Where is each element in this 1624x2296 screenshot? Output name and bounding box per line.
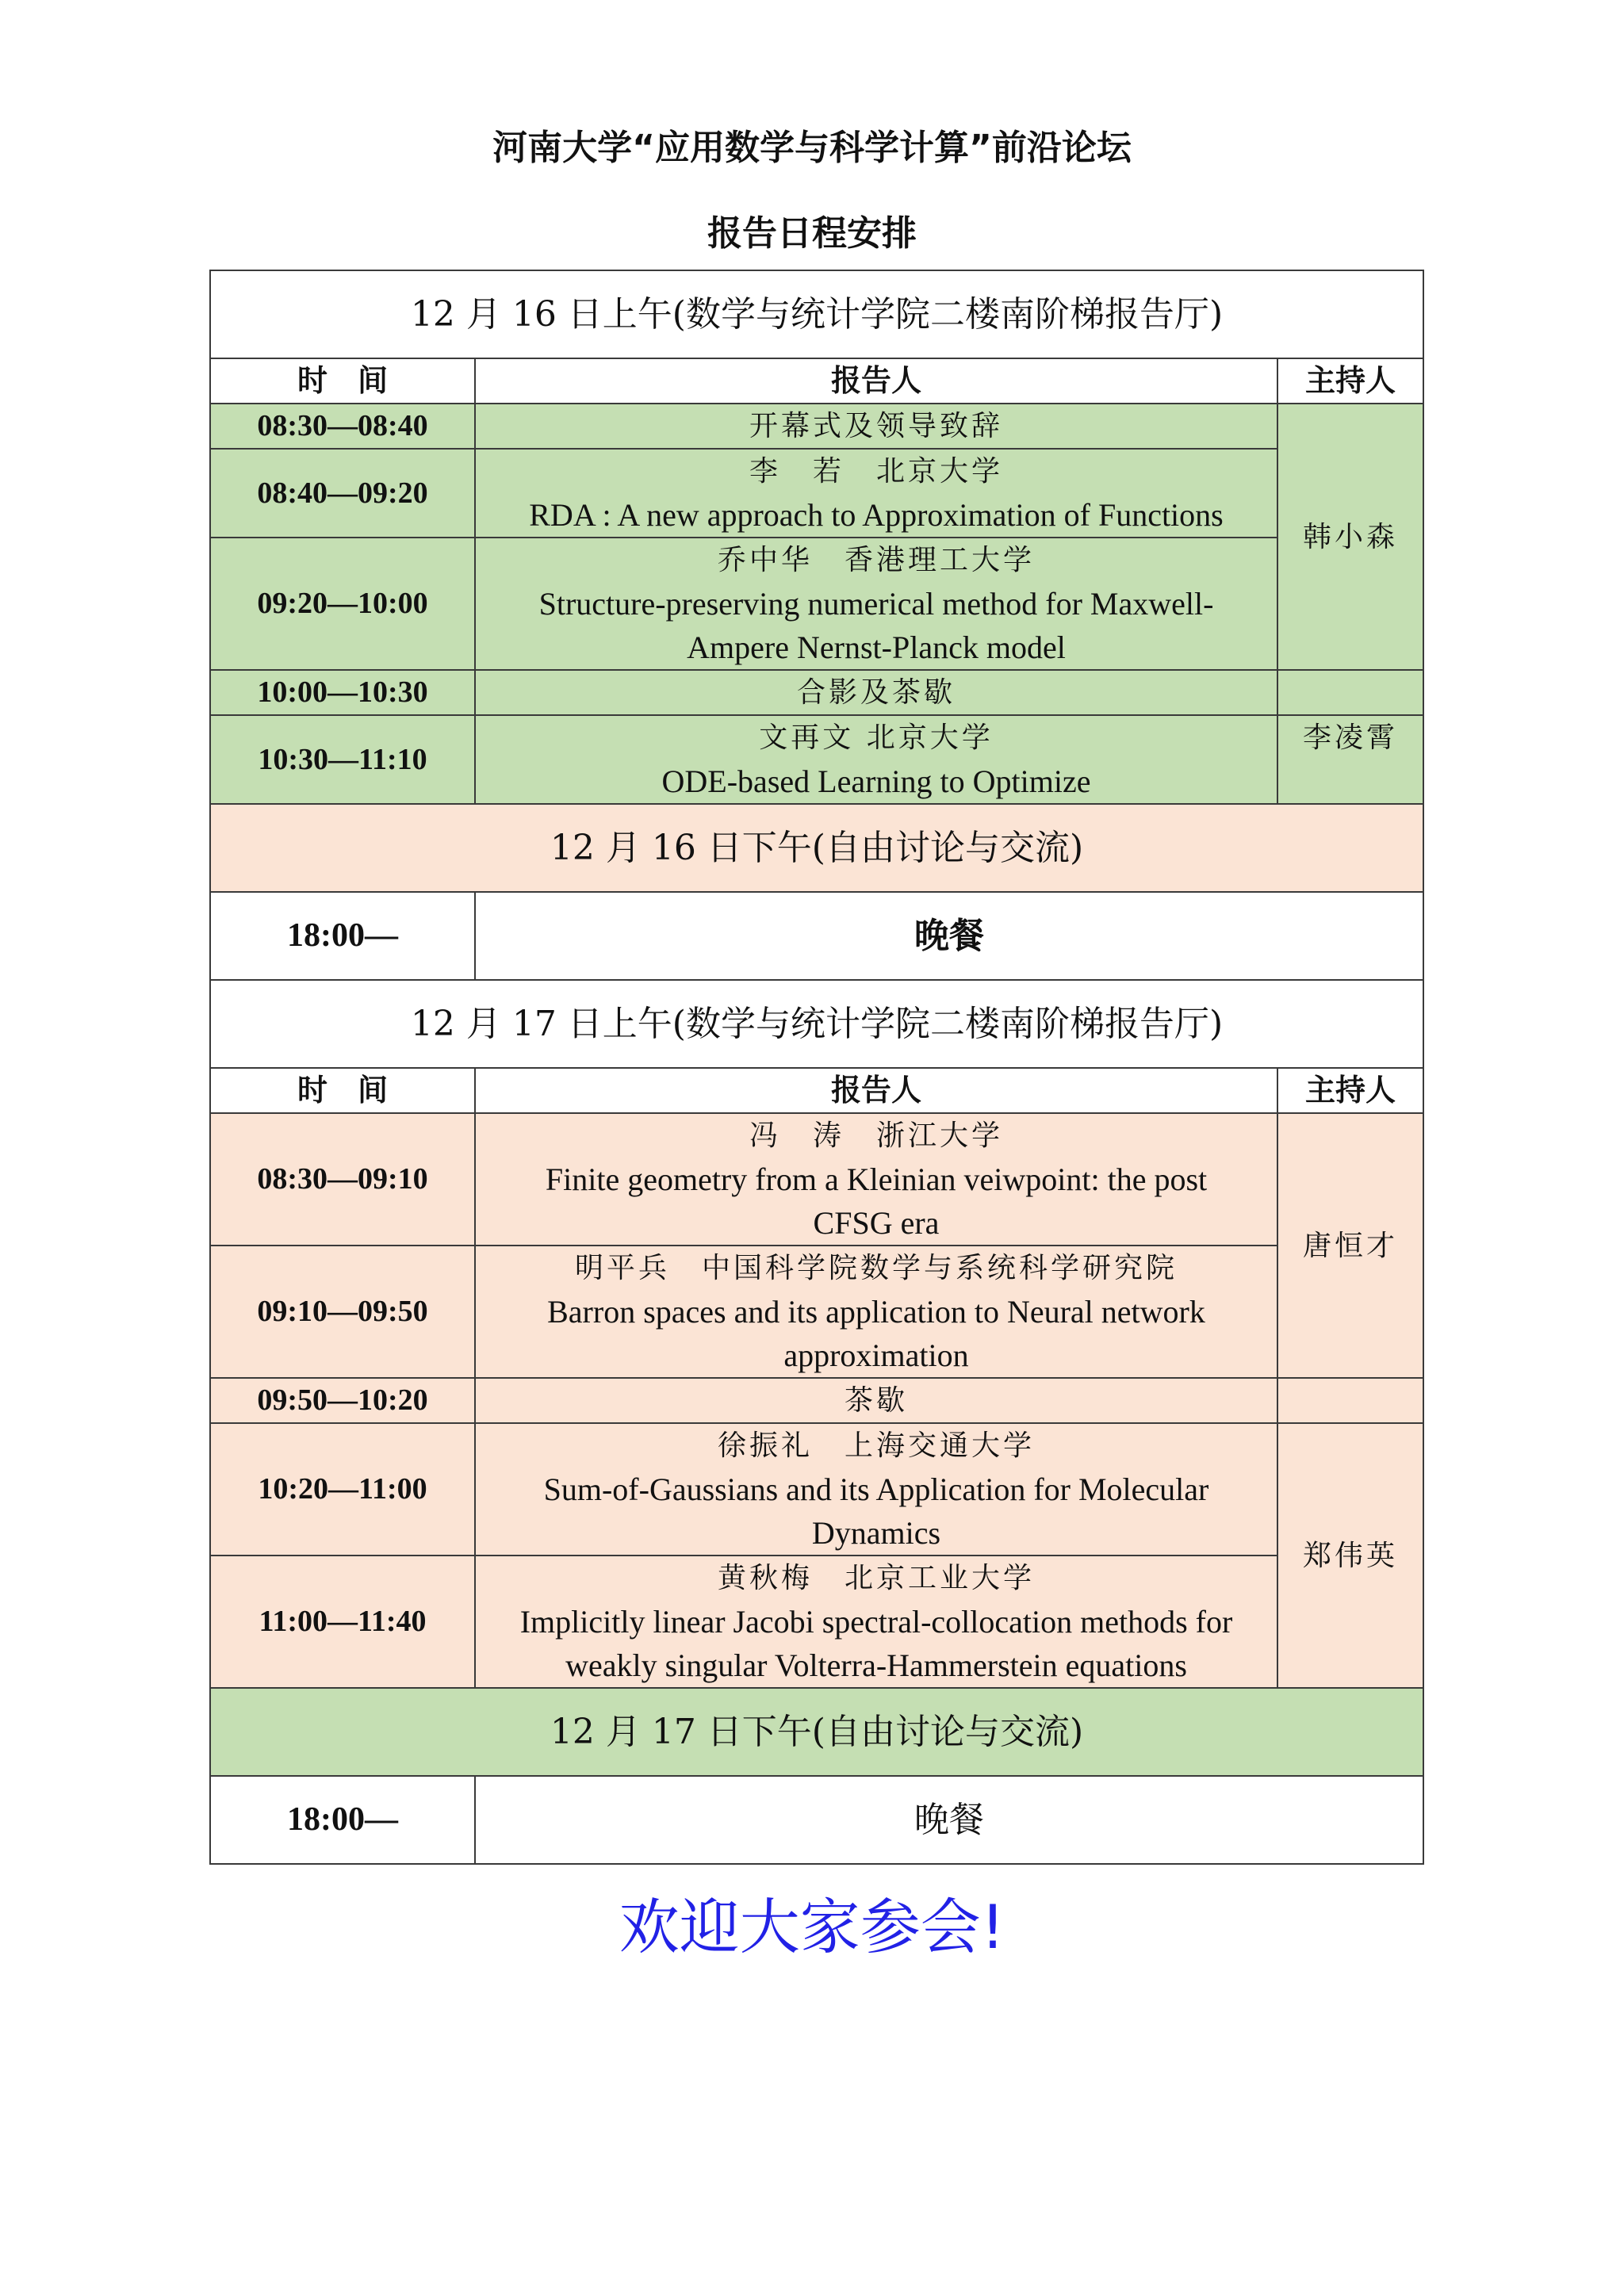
talk-cell	[475, 1246, 1277, 1378]
host-cell-empty	[1277, 1378, 1423, 1423]
dinner-time: 18:00—	[210, 892, 475, 980]
talk-title: Sum-of-Gaussians and its Application for Molecular	[543, 1471, 1209, 1507]
host-cell: 唐恒才	[1277, 1113, 1423, 1378]
header-time: 时 间	[210, 1068, 475, 1113]
header-speaker: 报告人	[475, 358, 1277, 404]
talk-cell	[475, 1113, 1277, 1246]
time-cell: 10:00—10:30	[210, 670, 475, 715]
speaker-name: 李 若 北京大学	[749, 455, 1003, 488]
table-row	[210, 404, 1423, 449]
section-day2-pm: 12 月 17 日下午(自由讨论与交流)	[210, 1688, 1423, 1776]
talk-cell	[475, 449, 1277, 538]
welcome-message: 欢迎大家参会!	[619, 1892, 1005, 1962]
break-label: 茶歇	[844, 1384, 908, 1417]
schedule-table	[209, 270, 1424, 1865]
host-cell: 李凌霄	[1277, 715, 1423, 804]
speaker-name: 乔中华 香港理工大学	[717, 544, 1035, 576]
header-host: 主持人	[1277, 1068, 1423, 1113]
header-speaker: 报告人	[475, 1068, 1277, 1113]
talk-title: Structure-preserving numerical method for Maxwell-	[538, 586, 1214, 622]
talk-cell	[475, 1378, 1277, 1423]
table-row	[210, 1113, 1423, 1246]
time-cell: 08:30—08:40	[210, 404, 475, 449]
time-cell: 11:00—11:40	[210, 1556, 475, 1688]
speaker-name: 明平兵 中国科学院数学与系统科学研究院	[574, 1252, 1178, 1284]
talk-title: Dynamics	[811, 1515, 941, 1551]
page-subtitle: 报告日程安排	[707, 213, 917, 254]
talk-title: Finite geometry from a Kleinian veiwpoint: the post	[545, 1161, 1208, 1197]
table-row	[210, 1246, 1423, 1378]
talk-cell	[475, 1556, 1277, 1688]
talk-title: CFSG era	[813, 1205, 940, 1241]
dinner-time: 18:00—	[210, 1776, 475, 1864]
time-cell: 08:40—09:20	[210, 449, 475, 538]
talk-cell	[475, 670, 1277, 715]
speaker-name: 徐振礼 上海交通大学	[717, 1429, 1035, 1462]
speaker-name: 黄秋梅 北京工业大学	[717, 1562, 1035, 1594]
talk-cell	[475, 1423, 1277, 1556]
time-cell: 10:20—11:00	[210, 1423, 475, 1556]
talk-cell	[475, 404, 1277, 449]
table-row	[210, 1556, 1423, 1688]
talk-title: Implicitly linear Jacobi spectral-collocation methods for	[519, 1604, 1233, 1640]
speaker-name: 冯 涛 浙江大学	[749, 1119, 1003, 1152]
table-row	[210, 1423, 1423, 1556]
page-title: 河南大学“应用数学与科学计算”前沿论坛	[492, 128, 1132, 168]
host-cell: 韩小森	[1277, 404, 1423, 670]
section-day1-am: 12 月 16 日上午(数学与统计学院二楼南阶梯报告厅)	[210, 270, 1423, 358]
talk-title: ODE-based Learning to Optimize	[661, 763, 1091, 799]
host-cell-empty	[1277, 670, 1423, 715]
header-time: 时 间	[210, 358, 475, 404]
break-label: 合影及茶歇	[796, 676, 956, 709]
table-row	[210, 538, 1423, 670]
time-cell: 08:30—09:10	[210, 1113, 475, 1246]
speaker-name: 文再文 北京大学	[759, 721, 994, 754]
talk-title: approximation	[783, 1337, 969, 1373]
table-row	[210, 715, 1423, 804]
talk-title: RDA : A new approach to Approximation of Functions	[529, 497, 1224, 533]
time-cell: 10:30—11:10	[210, 715, 475, 804]
time-cell: 09:10—09:50	[210, 1246, 475, 1378]
talk-cell	[475, 715, 1277, 804]
section-day2-am: 12 月 17 日上午(数学与统计学院二楼南阶梯报告厅)	[210, 980, 1423, 1068]
table-row	[210, 449, 1423, 538]
host-cell: 郑伟英	[1277, 1423, 1423, 1688]
section-day1-pm: 12 月 16 日下午(自由讨论与交流)	[210, 804, 1423, 892]
dinner-label: 晚餐	[475, 892, 1423, 980]
table-row	[210, 1378, 1423, 1423]
header-host: 主持人	[1277, 358, 1423, 404]
talk-title: Barron spaces and its application to Neural network	[547, 1294, 1205, 1330]
time-cell: 09:50—10:20	[210, 1378, 475, 1423]
talk-title: weakly singular Volterra-Hammerstein equations	[565, 1647, 1187, 1683]
talk-cell	[475, 538, 1277, 670]
speaker-name: 开幕式及领导致辞	[749, 410, 1003, 442]
dinner-label: 晚餐	[475, 1776, 1423, 1864]
time-cell: 09:20—10:00	[210, 538, 475, 670]
talk-title: Ampere Nernst-Planck model	[687, 629, 1066, 665]
table-row	[210, 670, 1423, 715]
